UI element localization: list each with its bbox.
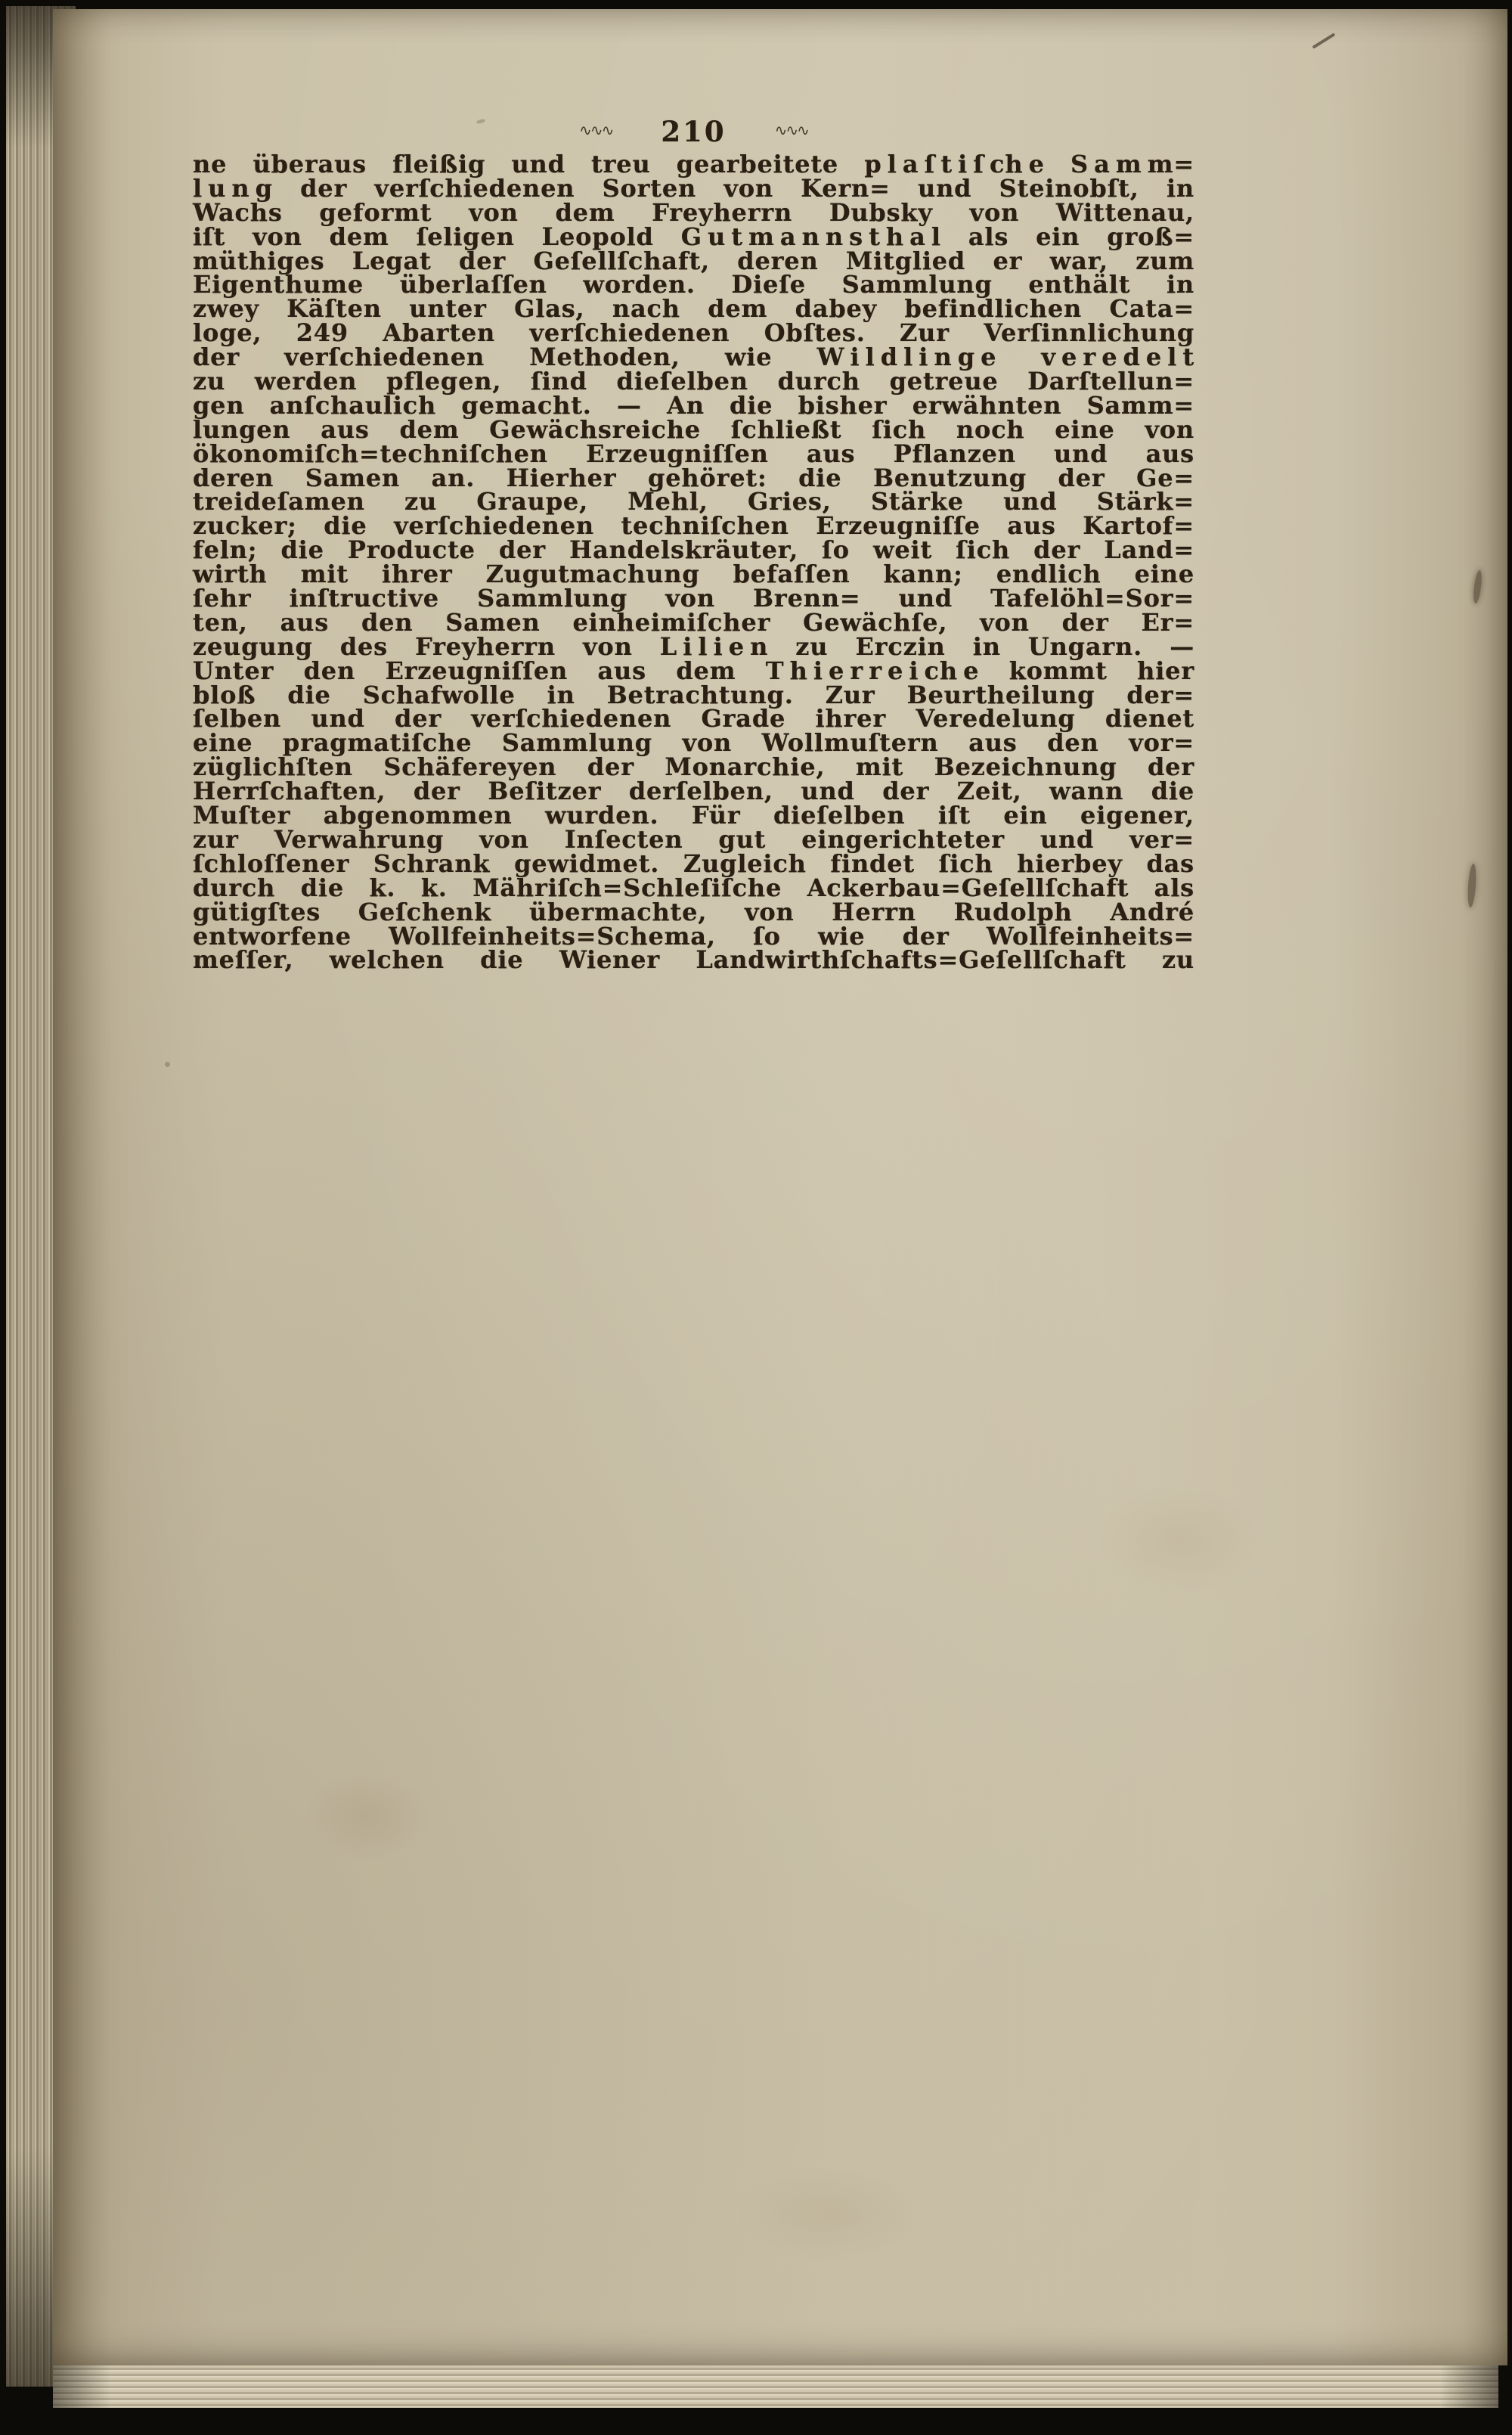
text-line: loge, 249 Abarten verſchiedenen Obſtes. Zur Verſinnlichung <box>193 318 1194 348</box>
foxing-stain <box>302 1771 431 1862</box>
page-header <box>193 115 1194 148</box>
text-line: bloß die Schafwolle in Betrachtung. Zur Beurtheilung der= <box>193 680 1194 709</box>
ink-dot <box>165 1062 170 1067</box>
foxing-stain <box>733 2164 930 2263</box>
text-line: ſchloſſener Schrank gewidmet. Zugleich findet ſich hierbey das <box>193 848 1194 878</box>
header-ornament-left: ∿∿∿ <box>579 121 613 139</box>
text-line: gütigſtes Geſchenk übermachte, von Herrn Rudolph André <box>193 897 1194 926</box>
text-line: zwey Käſten unter Glas, nach dem dabey befindlichen Cata= <box>193 294 1194 324</box>
text-line: Muſter abgenommen wurden. Für dieſelben iſt ein eigener, <box>193 801 1194 830</box>
text-line: zu werden pflegen, ſind dieſelben durch getreue Darſtellun= <box>193 367 1194 396</box>
text-line: Herrſchaften, der Beſitzer derſelben, und der Zeit, wann die <box>193 777 1194 806</box>
header-ornament-right: ∿∿∿ <box>774 121 808 139</box>
text-line: züglichſten Schäfereyen der Monarchie, mit Bezeichnung der <box>193 752 1194 782</box>
text-line: ſelben und der verſchiedenen Grade ihrer Veredelung dienet <box>193 704 1194 734</box>
text-line: müthiges Legat der Geſellſchaft, deren Mitglied er war, zum <box>193 246 1194 275</box>
text-line: ökonomiſch=techniſchen Erzeugniſſen aus Pflanzen und aus <box>193 439 1194 468</box>
text-line: gen anſchaulich gemacht. — An die bisher erwähnten Samm= <box>193 390 1194 420</box>
text-line: der verſchiedenen Methoden, wie W i l d l i n g e v e r e d e l t <box>193 343 1194 372</box>
text-line: Eigenthume überlaſſen worden. Dieſe Sammlung enthält in <box>193 270 1194 299</box>
text-line: durch die k. k. Mähriſch=Schleſiſche Ackerbau=Geſellſchaft als <box>193 873 1194 902</box>
text-line: zucker; die verſchiedenen techniſchen Erzeugniſſe aus Kartof= <box>193 511 1194 541</box>
body-text <box>193 150 1194 975</box>
text-line: ſehr inſtructive Sammlung von Brenn= und Tafelöhl=Sor= <box>193 584 1194 613</box>
text-line: entworfene Wollfeinheits=Schema, ſo wie der Wollfeinheits= <box>193 921 1194 951</box>
text-line: meſſer, welchen die Wiener Landwirthſchafts=Geſellſchaft zu <box>193 945 1194 975</box>
pen-mark <box>1312 33 1336 48</box>
ink-smudge <box>1472 570 1483 604</box>
text-line: Wachs geformt von dem Freyherrn Dubsky von Wittenau, <box>193 197 1194 227</box>
text-line: feln; die Producte der Handelskräuter, ſo weit ſich der Land= <box>193 535 1194 565</box>
text-line: zeugung des Freyherrn von L i l i e n zu Erczin in Ungarn. — <box>193 631 1194 661</box>
text-line: ne überaus fleißig und treu gearbeitete p l a ſ t i ſ ch e S a m m= <box>193 150 1194 178</box>
ink-smudge <box>1467 864 1477 908</box>
text-line: wirth mit ihrer Zugutmachung befaſſen kann; endlich eine <box>193 560 1194 589</box>
book-page <box>53 9 1507 2365</box>
text-line: eine pragmatiſche Sammlung von Wollmuſtern aus den vor= <box>193 728 1194 758</box>
page-number: 210 <box>661 115 727 148</box>
foxing-stain <box>1096 1484 1263 1597</box>
text-line: zur Verwahrung von Inſecten gut eingerichteter und ver= <box>193 824 1194 854</box>
page-edges-bottom <box>53 2365 1498 2408</box>
text-line: treideſamen zu Graupe, Mehl, Gries, Stärke und Stärk= <box>193 487 1194 516</box>
text-line: deren Samen an. Hierher gehöret: die Benutzung der Ge= <box>193 463 1194 492</box>
text-line: iſt von dem ſeligen Leopold G u t m a n n s t h a l als ein groß= <box>193 222 1194 251</box>
text-line: ten, aus den Samen einheimiſcher Gewächſe, von der Er= <box>193 607 1194 637</box>
text-line: Unter den Erzeugniſſen aus dem T h i e r r e i ch e kommt hier <box>193 656 1194 685</box>
text-line: l u n g der verſchiedenen Sorten von Kern= und Steinobſt, in <box>193 173 1194 203</box>
text-line: lungen aus dem Gewächsreiche ſchließt ſich noch eine von <box>193 414 1194 444</box>
